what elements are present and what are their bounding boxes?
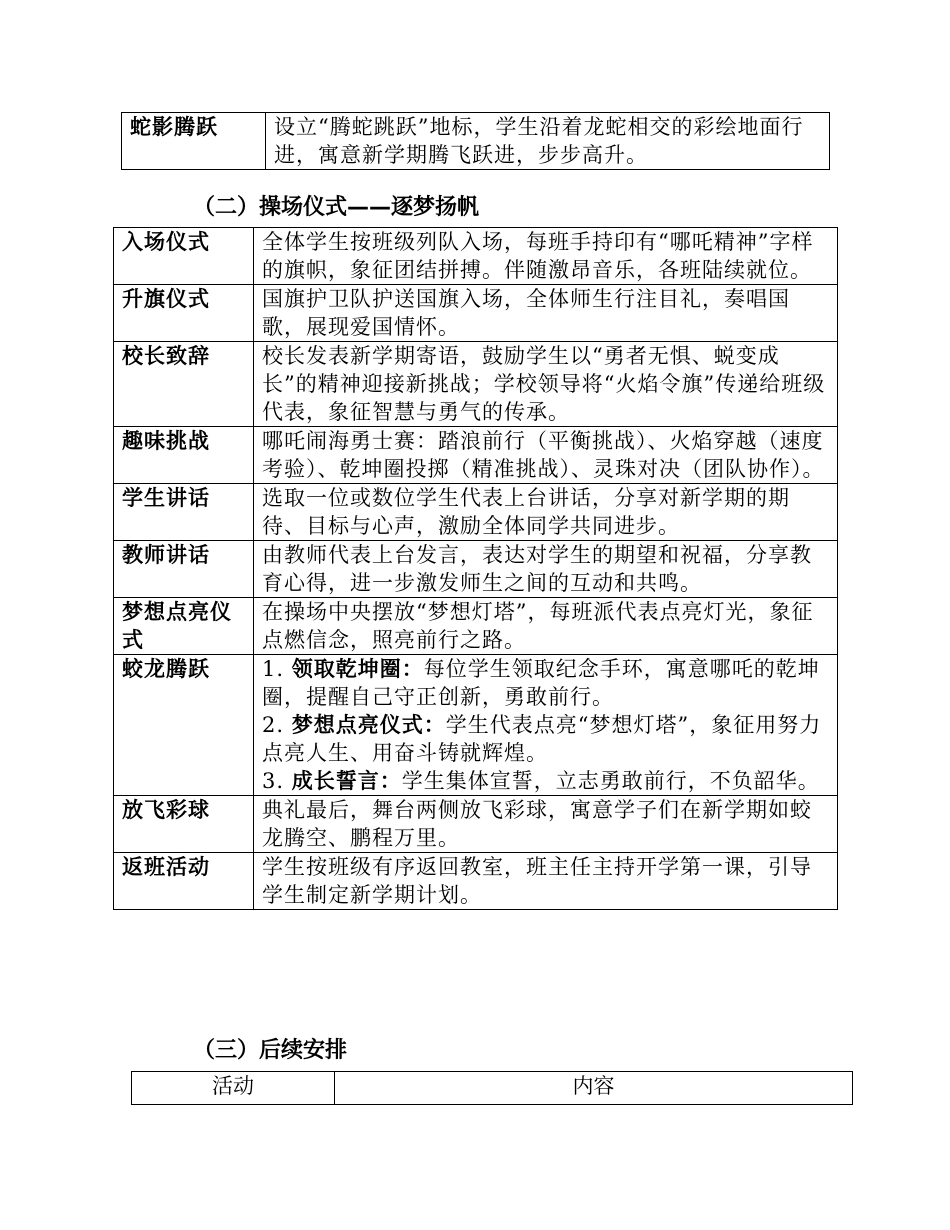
item-number: 1.: [262, 657, 285, 681]
row-label: 教师讲话: [114, 541, 254, 598]
table-row: [114, 285, 838, 342]
list-item: [262, 767, 829, 795]
column-header-content: 内容: [335, 1072, 853, 1105]
section-2-heading: （二）操场仪式——逐梦扬帆: [193, 195, 480, 220]
list-item: [262, 655, 829, 711]
row-label: 学生讲话: [114, 484, 254, 541]
row-content: 国旗护卫队护送国旗入场，全体师生行注目礼，奏唱国歌，展现爱国情怀。: [254, 285, 838, 342]
table-row: [114, 484, 838, 541]
item-lead: 梦想点亮仪式：: [291, 712, 446, 737]
column-header-activity: 活动: [132, 1072, 335, 1105]
table-row: [114, 541, 838, 598]
list-item: [262, 711, 829, 767]
row-content: 哪吒闹海勇士赛：踏浪前行（平衡挑战）、火焰穿越（速度考验）、乾坤圈投掷（精准挑战）、灵珠对决（团队协作）。: [254, 427, 838, 484]
table-row: [114, 796, 838, 853]
row-label: 蛟龙腾跃: [114, 655, 254, 796]
row-label: 蛇影腾跃: [122, 113, 266, 170]
row-label: 梦想点亮仪式: [114, 598, 254, 655]
row-content: 设立“腾蛇跳跃”地标，学生沿着龙蛇相交的彩绘地面行进，寓意新学期腾飞跃进，步步高升。: [266, 113, 830, 170]
row-content: 选取一位或数位学生代表上台讲话，分享对新学期的期待、目标与心声，激励全体同学共同进步。: [254, 484, 838, 541]
row-label: 校长致辞: [114, 342, 254, 427]
row-content: 学生按班级有序返回教室，班主任主持开学第一课，引导学生制定新学期计划。: [254, 853, 838, 910]
top-table: [121, 112, 830, 170]
row-label: 趣味挑战: [114, 427, 254, 484]
table-row: [114, 427, 838, 484]
item-number: 3.: [262, 769, 285, 793]
table-header-row: [132, 1072, 853, 1105]
row-content: 由教师代表上台发言，表达对学生的期望和祝福，分享教育心得，进一步激发师生之间的互动和共鸣。: [254, 541, 838, 598]
row-label: 放飞彩球: [114, 796, 254, 853]
row-content: 典礼最后，舞台两侧放飞彩球，寓意学子们在新学期如蛟龙腾空、鹏程万里。: [254, 796, 838, 853]
row-label: 返班活动: [114, 853, 254, 910]
row-label: 升旗仪式: [114, 285, 254, 342]
ceremony-table: [113, 227, 838, 910]
item-number: 2.: [262, 713, 285, 737]
table-row: [114, 228, 838, 285]
row-content: 全体学生按班级列队入场，每班手持印有“哪吒精神”字样的旗帜，象征团结拼搏。伴随激昂音乐，各班陆续就位。: [254, 228, 838, 285]
item-text: 每位学生领取纪念手环，寓意哪吒的乾坤圈，提醒自己守正创新，勇敢前行。: [262, 657, 820, 709]
item-lead: 成长誓言：: [291, 768, 402, 793]
row-content: [254, 655, 838, 796]
row-content: 在操场中央摆放“梦想灯塔”，每班派代表点亮灯光，象征点燃信念，照亮前行之路。: [254, 598, 838, 655]
item-text: 学生代表点亮“梦想灯塔”，象征用努力点亮人生、用奋斗铸就辉煌。: [262, 713, 822, 765]
table-row: [122, 113, 830, 170]
follow-up-table: [131, 1071, 853, 1105]
table-row: [114, 655, 838, 796]
table-row: [114, 598, 838, 655]
table-row: [114, 853, 838, 910]
item-text: 学生集体宣誓，立志勇敢前行，不负韶华。: [401, 769, 820, 793]
section-3-heading: （三）后续安排: [193, 1038, 348, 1063]
row-label: 入场仪式: [114, 228, 254, 285]
item-lead: 领取乾坤圈：: [291, 656, 424, 681]
row-content: 校长发表新学期寄语，鼓励学生以“勇者无惧、蜕变成长”的精神迎接新挑战；学校领导将“火焰令旗”传递给班级代表，象征智慧与勇气的传承。: [254, 342, 838, 427]
table-row: [114, 342, 838, 427]
